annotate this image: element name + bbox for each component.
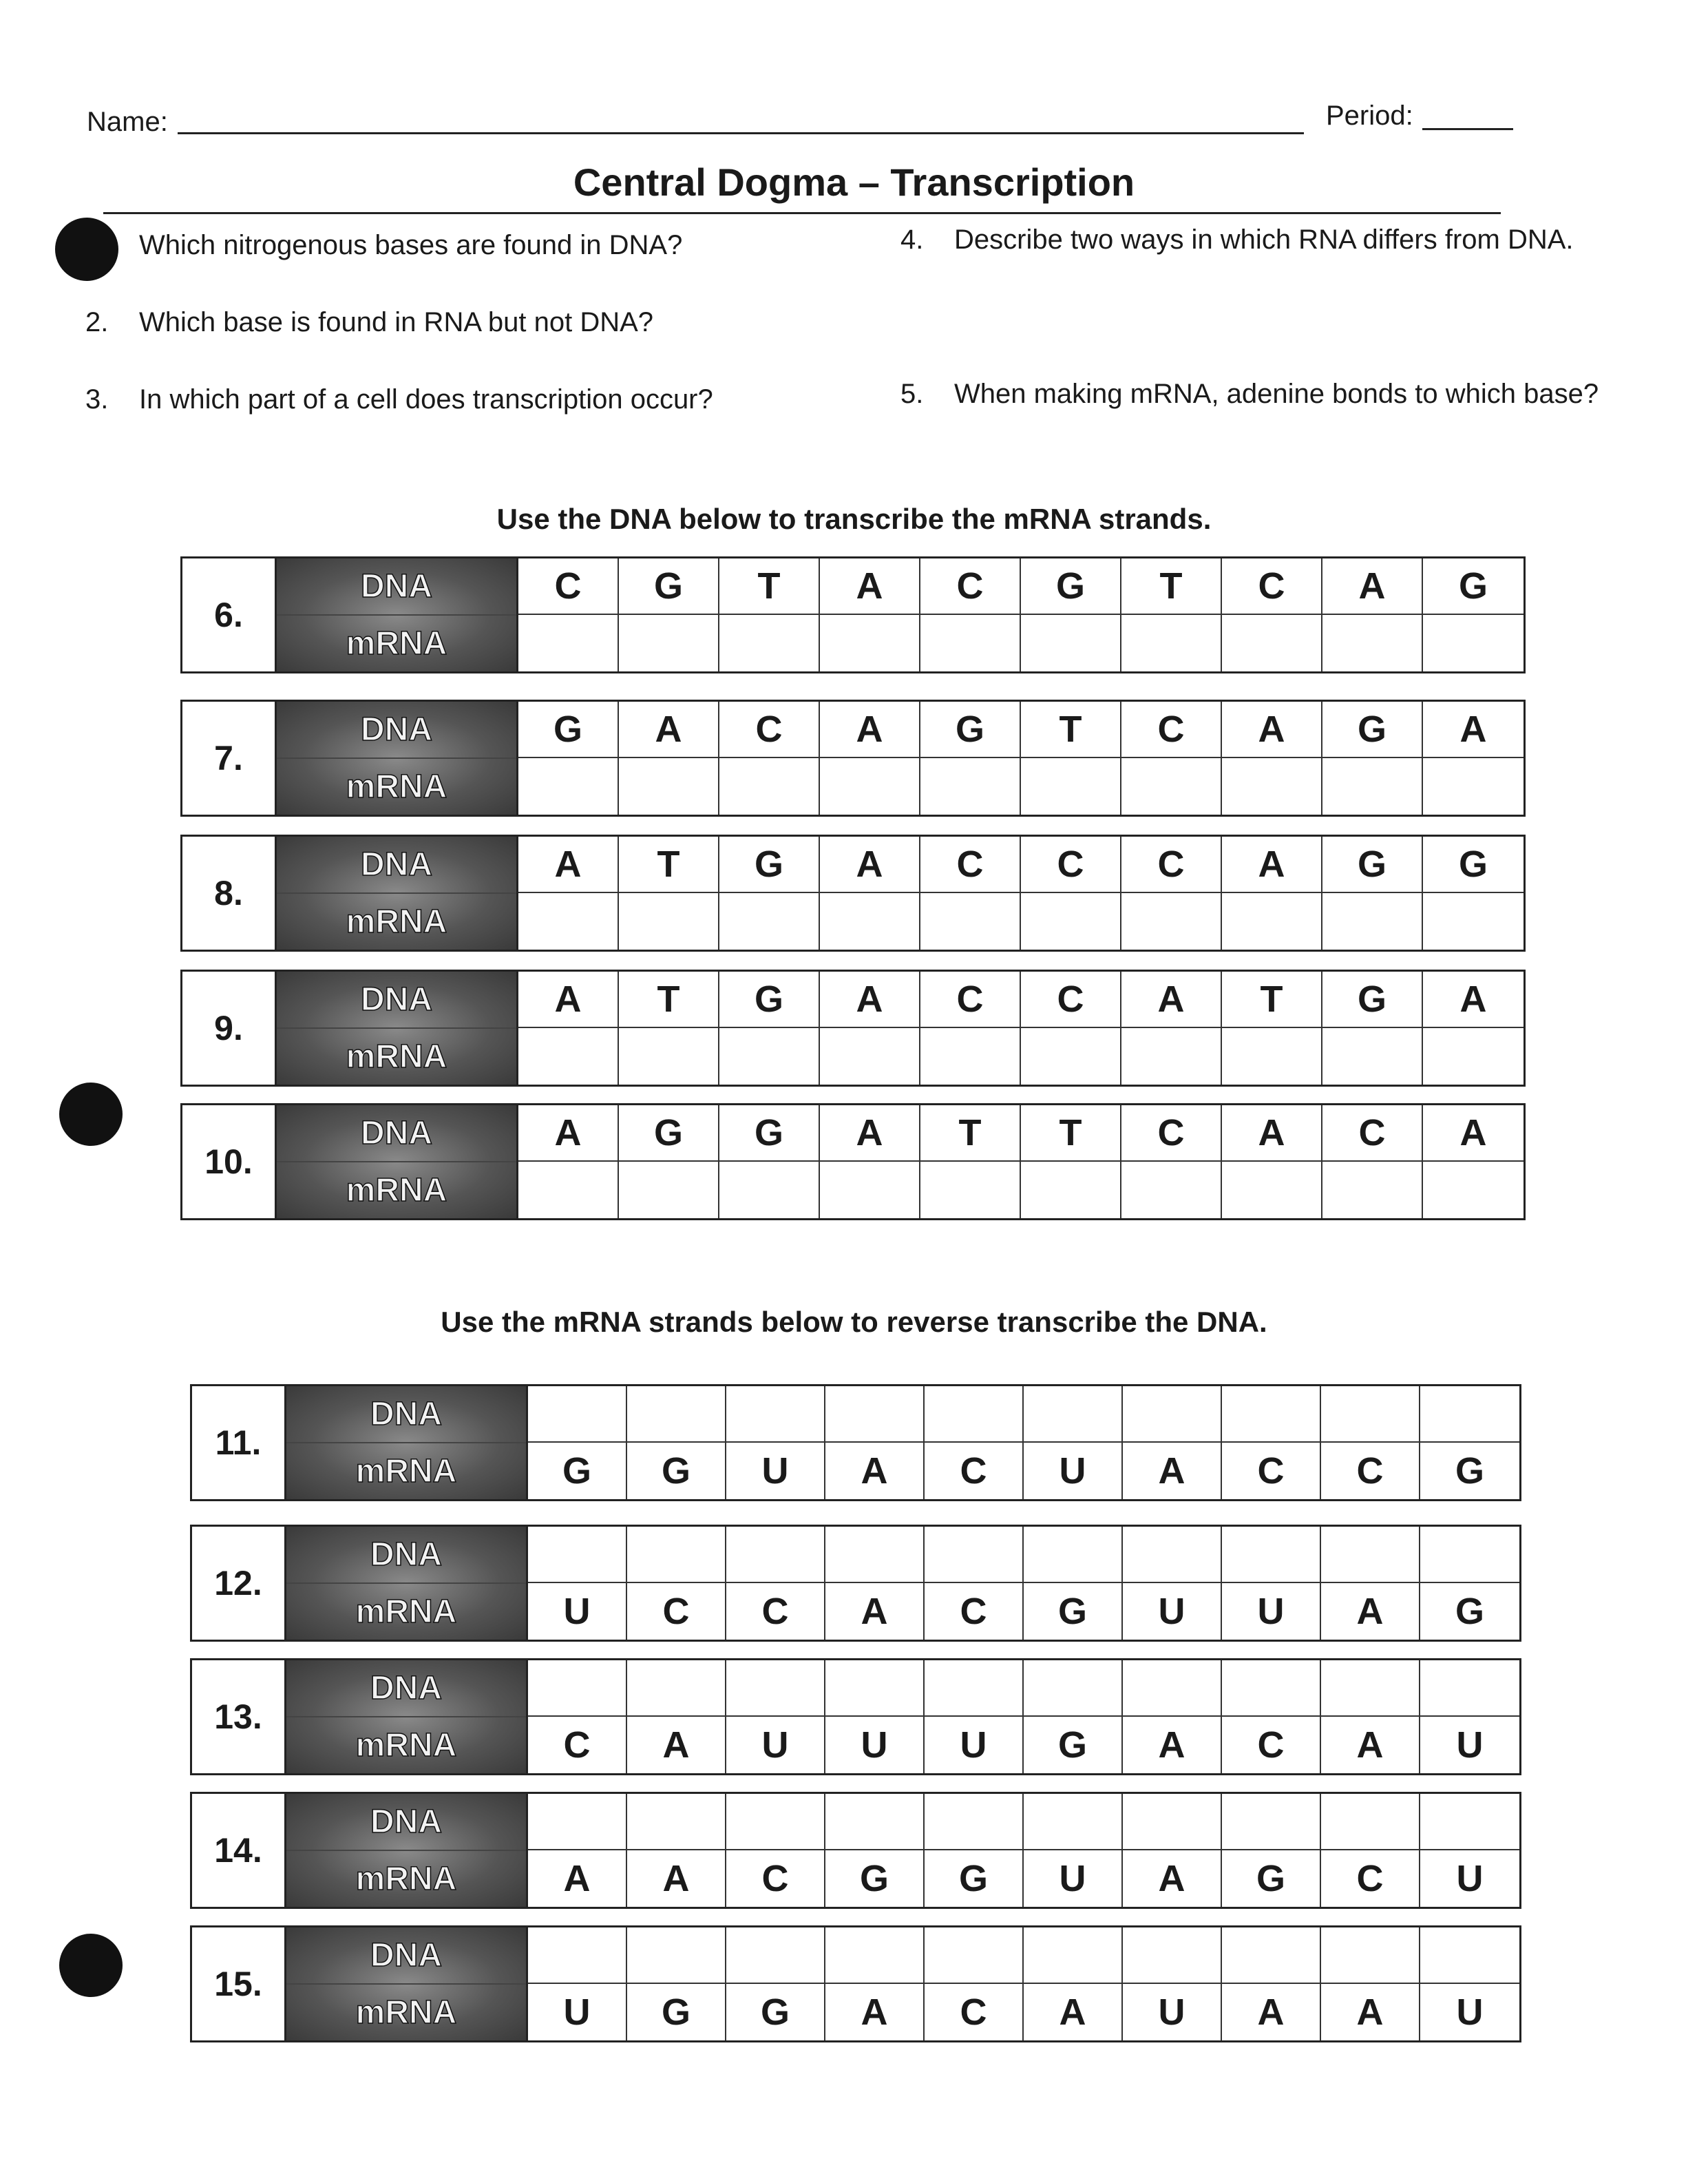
dna-base-cell[interactable] <box>627 1927 726 1984</box>
period-field[interactable] <box>1422 128 1513 130</box>
dna-base-cell[interactable] <box>1321 1527 1420 1583</box>
dna-base-cell: G <box>1423 837 1524 893</box>
dna-base-cell[interactable] <box>1123 1660 1222 1717</box>
mrna-base-cell[interactable] <box>1423 615 1524 671</box>
mrna-label: mRNA <box>355 1994 457 2031</box>
dna-base-cell: A <box>1423 702 1524 758</box>
dna-base-cell[interactable] <box>1024 1527 1123 1583</box>
mrna-base-cell[interactable] <box>820 1028 920 1085</box>
mrna-base-cell: G <box>1222 1850 1321 1907</box>
mrna-base-cell[interactable] <box>1322 1028 1423 1085</box>
mrna-base-cell[interactable] <box>1021 615 1121 671</box>
dna-base-cell[interactable] <box>925 1386 1024 1443</box>
question-number: 5. <box>900 379 924 409</box>
exercise-number: 13. <box>192 1660 286 1773</box>
mrna-base-cell[interactable] <box>1322 893 1423 950</box>
dna-base-cell: T <box>1021 702 1121 758</box>
dna-base-cell: A <box>1222 837 1322 893</box>
mrna-base-cell[interactable] <box>1121 893 1222 950</box>
exercise-10 <box>180 1103 1526 1220</box>
dna-base-cell: G <box>619 558 719 615</box>
dna-base-cell: A <box>1222 702 1322 758</box>
dna-base-cell: A <box>820 702 920 758</box>
dna-base-cell[interactable] <box>1420 1386 1519 1443</box>
dna-base-cell: C <box>920 558 1021 615</box>
page-title: Central Dogma – Transcription <box>573 160 1135 204</box>
dna-base-cell: C <box>518 558 619 615</box>
mrna-base-cell[interactable] <box>1021 758 1121 815</box>
exercise-number: 10. <box>182 1105 277 1218</box>
dna-base-cell: G <box>719 972 820 1028</box>
dna-label: DNA <box>277 972 516 1029</box>
dna-base-cell: T <box>619 837 719 893</box>
base-grid <box>518 1105 1524 1218</box>
mrna-base-cell[interactable] <box>619 615 719 671</box>
dna-base-cell: A <box>1121 972 1222 1028</box>
dna-base-cell: G <box>518 702 619 758</box>
question-2 <box>85 307 653 338</box>
dna-base-cell[interactable] <box>528 1386 627 1443</box>
dna-base-cell[interactable] <box>528 1927 627 1984</box>
base-grid <box>518 702 1524 815</box>
dna-base-cell[interactable] <box>925 1927 1024 1984</box>
dna-base-cell: A <box>1423 1105 1524 1162</box>
mrna-base-cell: U <box>1456 1992 1484 2033</box>
mrna-base-cell[interactable] <box>920 1028 1021 1085</box>
dna-base-cell: A <box>1423 972 1524 1028</box>
exercise-8 <box>180 835 1526 952</box>
mrna-base-cell: C <box>1222 1443 1321 1499</box>
mrna-label: mRNA <box>355 1453 457 1490</box>
section1-instruction: Use the DNA below to transcribe the mRNA strands. <box>496 503 1212 535</box>
mrna-base-cell: A <box>1024 1984 1123 2040</box>
mrna-base-cell: A <box>1123 1443 1222 1499</box>
mrna-base-cell[interactable] <box>1423 1162 1524 1218</box>
mrna-base-cell: U <box>528 1984 627 2040</box>
mrna-base-cell: C <box>726 1583 825 1640</box>
mrna-label: mRNA <box>346 903 447 940</box>
dna-base-cell[interactable] <box>528 1794 627 1850</box>
dna-base-cell: T <box>1121 558 1222 615</box>
mrna-base-cell[interactable] <box>518 893 619 950</box>
mrna-base-cell: C <box>726 1850 825 1907</box>
mrna-base-cell[interactable] <box>1222 615 1322 671</box>
dna-base-cell: C <box>1021 837 1121 893</box>
exercise-12 <box>190 1525 1521 1642</box>
dna-base-cell[interactable] <box>726 1927 825 1984</box>
mrna-base-cell: A <box>825 1443 925 1499</box>
binder-hole <box>59 1934 123 1997</box>
mrna-base-cell: C <box>627 1583 726 1640</box>
dna-base-cell: T <box>619 972 719 1028</box>
dna-base-cell: C <box>1322 1105 1423 1162</box>
mrna-base-cell: A <box>1321 1984 1420 2040</box>
mrna-base-cell: U <box>1456 1724 1484 1766</box>
dna-base-cell[interactable] <box>726 1386 825 1443</box>
dna-base-cell: G <box>619 1105 719 1162</box>
strand-labels <box>277 558 518 671</box>
dna-base-cell: A <box>518 1105 619 1162</box>
dna-base-cell[interactable] <box>528 1527 627 1583</box>
mrna-base-cell: U <box>1123 1984 1222 2040</box>
question-text: Which base is found in RNA but not DNA? <box>139 307 654 337</box>
dna-label: DNA <box>286 1794 526 1851</box>
dna-base-cell[interactable] <box>925 1794 1024 1850</box>
dna-base-cell: C <box>719 702 820 758</box>
mrna-base-cell[interactable] <box>619 1028 719 1085</box>
base-grid <box>518 972 1524 1085</box>
dna-base-cell: T <box>719 558 820 615</box>
mrna-base-cell: A <box>825 1984 925 2040</box>
dna-base-cell: A <box>518 972 619 1028</box>
mrna-base-cell[interactable] <box>719 1162 820 1218</box>
dna-label: DNA <box>286 1527 526 1584</box>
mrna-base-cell[interactable] <box>1322 1162 1423 1218</box>
mrna-base-cell[interactable] <box>719 893 820 950</box>
exercise-11 <box>190 1384 1521 1501</box>
question-4 <box>900 224 1574 255</box>
dna-base-cell[interactable] <box>1024 1794 1123 1850</box>
mrna-base-cell: C <box>925 1583 1024 1640</box>
dna-base-cell[interactable] <box>1420 1794 1519 1850</box>
question-5 <box>900 379 1599 410</box>
dna-base-cell: A <box>820 972 920 1028</box>
mrna-base-cell[interactable] <box>1222 893 1322 950</box>
dna-base-cell[interactable] <box>1420 1660 1519 1717</box>
mrna-base-cell: U <box>925 1717 1024 1773</box>
mrna-base-cell: U <box>726 1443 825 1499</box>
dna-base-cell[interactable] <box>1123 1927 1222 1984</box>
dna-base-cell[interactable] <box>1420 1527 1519 1583</box>
exercise-14 <box>190 1792 1521 1909</box>
dna-base-cell: A <box>820 1105 920 1162</box>
mrna-base-cell: A <box>1123 1850 1222 1907</box>
dna-label: DNA <box>286 1386 526 1443</box>
question-text: When making mRNA, adenine bonds to which base? <box>954 379 1599 409</box>
mrna-base-cell[interactable] <box>1021 1162 1121 1218</box>
mrna-base-cell[interactable] <box>920 1162 1021 1218</box>
dna-base-cell: C <box>920 972 1021 1028</box>
dna-base-cell[interactable] <box>627 1660 726 1717</box>
mrna-base-cell: G <box>1455 1450 1484 1492</box>
mrna-base-cell[interactable] <box>1222 1162 1322 1218</box>
mrna-base-cell: U <box>726 1717 825 1773</box>
dna-base-cell[interactable] <box>1321 1927 1420 1984</box>
mrna-base-cell: A <box>1222 1984 1321 2040</box>
mrna-base-cell[interactable] <box>1222 1028 1322 1085</box>
mrna-label: mRNA <box>346 769 447 805</box>
dna-base-cell: A <box>1222 1105 1322 1162</box>
dna-base-cell: A <box>820 558 920 615</box>
exercise-number: 7. <box>182 702 277 815</box>
mrna-base-cell[interactable] <box>820 1162 920 1218</box>
dna-base-cell: C <box>1021 972 1121 1028</box>
strand-labels <box>286 1527 528 1640</box>
mrna-label: mRNA <box>355 1861 457 1897</box>
mrna-base-cell: U <box>1222 1583 1321 1640</box>
dna-label: DNA <box>286 1660 526 1717</box>
mrna-base-cell[interactable] <box>719 615 820 671</box>
mrna-base-cell[interactable] <box>1121 1162 1222 1218</box>
mrna-base-cell[interactable] <box>820 893 920 950</box>
dna-base-cell[interactable] <box>1321 1660 1420 1717</box>
dna-base-cell[interactable] <box>1123 1386 1222 1443</box>
dna-base-cell[interactable] <box>1024 1660 1123 1717</box>
mrna-base-cell: G <box>925 1850 1024 1907</box>
title-divider <box>103 212 1501 214</box>
strand-labels <box>277 1105 518 1218</box>
dna-base-cell: G <box>1322 837 1423 893</box>
mrna-base-cell: U <box>1024 1850 1123 1907</box>
base-grid <box>528 1527 1519 1640</box>
exercise-6 <box>180 556 1526 673</box>
mrna-base-cell: G <box>627 1443 726 1499</box>
base-grid <box>528 1794 1519 1907</box>
exercise-7 <box>180 700 1526 817</box>
dna-base-cell: C <box>920 837 1021 893</box>
dna-base-cell: G <box>1322 972 1423 1028</box>
exercise-number: 8. <box>182 837 277 950</box>
strand-labels <box>286 1794 528 1907</box>
mrna-base-cell: A <box>1321 1717 1420 1773</box>
dna-base-cell[interactable] <box>1222 1386 1321 1443</box>
dna-base-cell[interactable] <box>726 1794 825 1850</box>
mrna-base-cell[interactable] <box>619 1162 719 1218</box>
dna-base-cell: T <box>1021 1105 1121 1162</box>
mrna-base-cell: A <box>627 1717 726 1773</box>
dna-base-cell[interactable] <box>1321 1386 1420 1443</box>
period-label: Period: <box>1326 101 1413 131</box>
mrna-base-cell[interactable] <box>719 1028 820 1085</box>
dna-base-cell[interactable] <box>726 1660 825 1717</box>
base-grid <box>528 1660 1519 1773</box>
mrna-base-cell: U <box>1123 1583 1222 1640</box>
strand-labels <box>286 1927 528 2040</box>
mrna-base-cell: C <box>1321 1850 1420 1907</box>
mrna-base-cell[interactable] <box>920 758 1021 815</box>
mrna-base-cell: C <box>528 1717 627 1773</box>
mrna-label: mRNA <box>355 1727 457 1764</box>
base-grid <box>518 837 1524 950</box>
mrna-base-cell[interactable] <box>920 615 1021 671</box>
mrna-label: mRNA <box>355 1593 457 1630</box>
dna-base-cell[interactable] <box>1321 1794 1420 1850</box>
mrna-base-cell[interactable] <box>518 1028 619 1085</box>
dna-base-cell: G <box>719 1105 820 1162</box>
dna-label: DNA <box>277 837 516 894</box>
mrna-base-cell[interactable] <box>1423 893 1524 950</box>
dna-base-cell: C <box>1121 1105 1222 1162</box>
question-text: In which part of a cell does transcription occur? <box>139 384 713 415</box>
name-field[interactable] <box>178 132 1304 134</box>
exercise-13 <box>190 1658 1521 1775</box>
question-3 <box>85 384 713 415</box>
mrna-base-cell: G <box>1024 1717 1123 1773</box>
dna-label: DNA <box>277 702 516 759</box>
mrna-base-cell: G <box>1455 1591 1484 1632</box>
base-grid <box>518 558 1524 671</box>
mrna-base-cell[interactable] <box>1021 1028 1121 1085</box>
mrna-base-cell[interactable] <box>820 615 920 671</box>
dna-base-cell: A <box>518 837 619 893</box>
dna-base-cell[interactable] <box>925 1660 1024 1717</box>
mrna-base-cell: G <box>528 1443 627 1499</box>
mrna-base-cell[interactable] <box>719 758 820 815</box>
exercise-number: 11. <box>192 1386 286 1499</box>
dna-base-cell[interactable] <box>1420 1927 1519 1984</box>
mrna-base-cell[interactable] <box>920 893 1021 950</box>
dna-base-cell[interactable] <box>1024 1927 1123 1984</box>
exercise-number: 6. <box>182 558 277 671</box>
mrna-base-cell[interactable] <box>1423 758 1524 815</box>
dna-base-cell[interactable] <box>925 1527 1024 1583</box>
dna-base-cell[interactable] <box>825 1794 925 1850</box>
binder-hole <box>59 1083 123 1146</box>
mrna-label: mRNA <box>346 1172 447 1209</box>
strand-labels <box>286 1386 528 1499</box>
mrna-base-cell[interactable] <box>1121 615 1222 671</box>
dna-base-cell: C <box>1121 702 1222 758</box>
dna-base-cell: T <box>920 1105 1021 1162</box>
dna-base-cell[interactable] <box>627 1527 726 1583</box>
strand-labels <box>277 837 518 950</box>
mrna-base-cell: A <box>1321 1583 1420 1640</box>
question-text: Describe two ways in which RNA differs from DNA. <box>954 224 1574 255</box>
exercise-15 <box>190 1925 1521 2042</box>
base-grid <box>528 1927 1519 2040</box>
dna-label: DNA <box>277 1105 516 1162</box>
mrna-base-cell: A <box>627 1850 726 1907</box>
mrna-base-cell: U <box>528 1583 627 1640</box>
mrna-base-cell[interactable] <box>1121 1028 1222 1085</box>
mrna-base-cell: C <box>925 1984 1024 2040</box>
mrna-base-cell: G <box>825 1850 925 1907</box>
question-1 <box>85 230 682 261</box>
mrna-base-cell: G <box>726 1984 825 2040</box>
dna-base-cell[interactable] <box>825 1927 925 1984</box>
question-text: Which nitrogenous bases are found in DNA? <box>139 230 683 260</box>
dna-base-cell[interactable] <box>627 1794 726 1850</box>
mrna-base-cell: A <box>1123 1717 1222 1773</box>
dna-base-cell[interactable] <box>1222 1927 1321 1984</box>
dna-base-cell: A <box>619 702 719 758</box>
dna-base-cell: G <box>1322 702 1423 758</box>
dna-base-cell: G <box>719 837 820 893</box>
name-label: Name: <box>87 107 168 137</box>
question-number: 4. <box>900 224 924 255</box>
section2-instruction: Use the mRNA strands below to reverse transcribe the DNA. <box>441 1306 1267 1338</box>
mrna-label: mRNA <box>346 625 447 662</box>
dna-base-cell[interactable] <box>1222 1660 1321 1717</box>
dna-base-cell: C <box>1222 558 1322 615</box>
mrna-base-cell[interactable] <box>619 758 719 815</box>
dna-base-cell: T <box>1222 972 1322 1028</box>
base-grid <box>528 1386 1519 1499</box>
dna-base-cell[interactable] <box>825 1660 925 1717</box>
strand-labels <box>286 1660 528 1773</box>
mrna-base-cell: U <box>825 1717 925 1773</box>
mrna-base-cell: G <box>1024 1583 1123 1640</box>
mrna-base-cell[interactable] <box>518 758 619 815</box>
mrna-base-cell: A <box>825 1583 925 1640</box>
exercise-number: 12. <box>192 1527 286 1640</box>
dna-base-cell[interactable] <box>726 1527 825 1583</box>
mrna-base-cell[interactable] <box>1322 615 1423 671</box>
exercise-number: 15. <box>192 1927 286 2040</box>
mrna-base-cell[interactable] <box>1322 758 1423 815</box>
mrna-base-cell[interactable] <box>1423 1028 1524 1085</box>
mrna-base-cell: C <box>1321 1443 1420 1499</box>
dna-base-cell: C <box>1121 837 1222 893</box>
mrna-base-cell[interactable] <box>518 615 619 671</box>
strand-labels <box>277 702 518 815</box>
dna-base-cell: A <box>820 837 920 893</box>
mrna-base-cell[interactable] <box>1021 893 1121 950</box>
mrna-base-cell: C <box>1222 1717 1321 1773</box>
mrna-label: mRNA <box>346 1038 447 1075</box>
question-number: 3. <box>85 384 109 415</box>
dna-label: DNA <box>277 558 516 616</box>
dna-base-cell[interactable] <box>1024 1386 1123 1443</box>
mrna-base-cell[interactable] <box>1222 758 1322 815</box>
dna-base-cell[interactable] <box>1222 1794 1321 1850</box>
mrna-base-cell[interactable] <box>619 893 719 950</box>
mrna-base-cell[interactable] <box>518 1162 619 1218</box>
mrna-base-cell[interactable] <box>1121 758 1222 815</box>
dna-base-cell[interactable] <box>825 1386 925 1443</box>
exercise-9 <box>180 970 1526 1087</box>
mrna-base-cell: C <box>925 1443 1024 1499</box>
dna-base-cell: A <box>1322 558 1423 615</box>
mrna-base-cell: A <box>528 1850 627 1907</box>
dna-label: DNA <box>286 1927 526 1985</box>
dna-base-cell: G <box>1423 558 1524 615</box>
mrna-base-cell: U <box>1024 1443 1123 1499</box>
mrna-base-cell: U <box>1456 1858 1484 1899</box>
dna-base-cell[interactable] <box>825 1527 925 1583</box>
mrna-base-cell: G <box>627 1984 726 2040</box>
dna-base-cell[interactable] <box>627 1386 726 1443</box>
strand-labels <box>277 972 518 1085</box>
dna-base-cell[interactable] <box>1123 1527 1222 1583</box>
exercise-number: 14. <box>192 1794 286 1907</box>
dna-base-cell[interactable] <box>1222 1527 1321 1583</box>
dna-base-cell[interactable] <box>1123 1794 1222 1850</box>
exercise-number: 9. <box>182 972 277 1085</box>
dna-base-cell: G <box>920 702 1021 758</box>
dna-base-cell: G <box>1021 558 1121 615</box>
dna-base-cell[interactable] <box>528 1660 627 1717</box>
mrna-base-cell[interactable] <box>820 758 920 815</box>
question-number: 2. <box>85 307 109 337</box>
